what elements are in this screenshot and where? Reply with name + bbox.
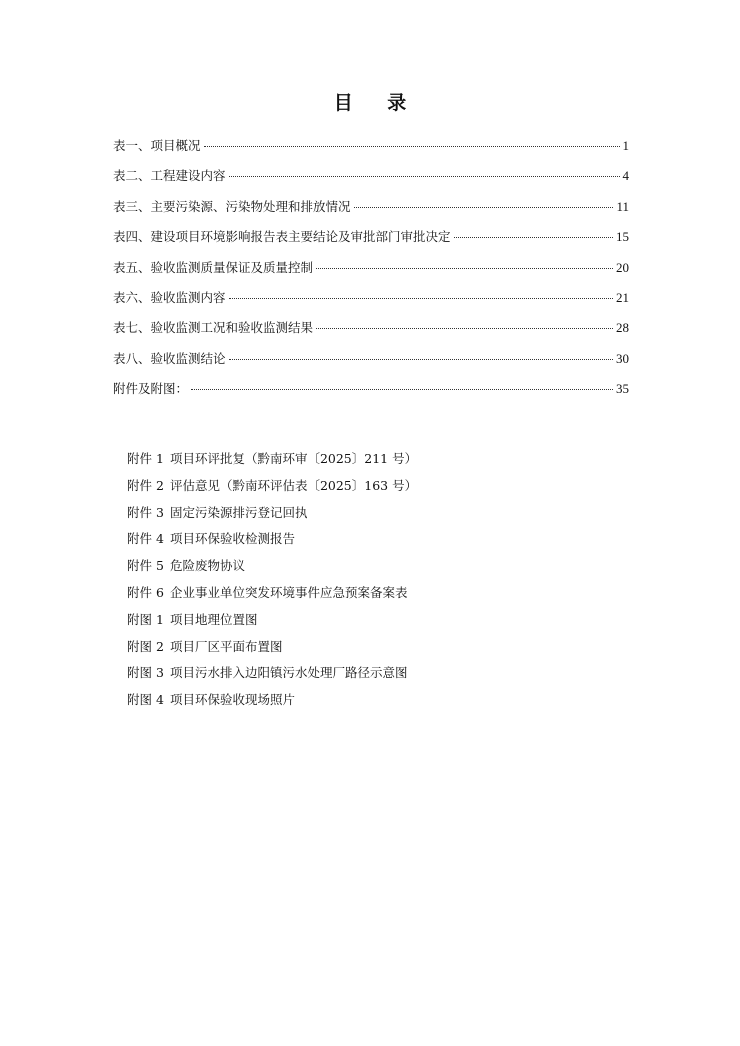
toc-dot-leader [191, 389, 613, 390]
attachment-label: 附件 2 [127, 477, 164, 493]
attachment-text: 项目环保验收检测报告 [169, 531, 295, 547]
attachment-item[interactable] [127, 580, 417, 607]
attachment-label: 附件 4 [127, 531, 164, 547]
attachment-text: 企业事业单位突发环境事件应急预案备案表 [169, 584, 408, 600]
attachment-item[interactable] [127, 473, 417, 500]
attachment-text: 项目污水排入边阳镇污水处理厂路径示意图 [169, 665, 408, 681]
attachment-list [127, 446, 417, 714]
toc-page-number: 20 [616, 259, 629, 275]
toc-page-number: 11 [616, 198, 629, 214]
attachment-text: 项目地理位置图 [169, 611, 258, 627]
toc-page-number: 1 [622, 138, 629, 153]
toc-entry[interactable] [113, 344, 629, 374]
toc-entry[interactable] [113, 222, 629, 252]
attachment-item[interactable] [127, 687, 417, 714]
attachment-label: 附图 4 [127, 692, 164, 708]
toc-dot-leader [229, 298, 613, 299]
toc-entry-label: 表二、工程建设内容 [113, 168, 226, 184]
toc-entry[interactable] [113, 253, 629, 283]
toc-dot-leader [316, 268, 613, 269]
attachment-item[interactable] [127, 526, 417, 553]
attachment-item[interactable] [127, 634, 417, 661]
toc-entry-label: 表六、验收监测内容 [113, 289, 226, 305]
toc-dot-leader [229, 176, 620, 177]
toc-entry[interactable] [113, 374, 629, 404]
toc-page-number: 35 [616, 381, 629, 397]
attachment-item[interactable] [127, 553, 417, 580]
toc-dot-leader [229, 359, 613, 360]
attachment-item[interactable] [127, 660, 417, 687]
toc-entry[interactable] [113, 283, 629, 313]
attachment-label: 附件 3 [127, 504, 164, 520]
toc-entry-label: 附件及附图： [113, 381, 189, 397]
toc-page-number: 28 [616, 320, 629, 336]
page-title: 目 录 [333, 92, 421, 114]
toc-entry[interactable] [113, 131, 629, 161]
toc-entry-label: 表七、验收监测工况和验收监测结果 [113, 320, 314, 336]
attachment-item[interactable] [127, 607, 417, 634]
attachment-text: 项目厂区平面布置图 [169, 638, 283, 654]
toc-entry-label: 表五、验收监测质量保证及质量控制 [113, 259, 314, 275]
attachment-item[interactable] [127, 446, 417, 473]
attachment-text: 项目环评批复（黔南环审〔2025〕211 号） [169, 451, 418, 466]
toc-dot-leader [204, 146, 620, 147]
attachment-label: 附件 6 [127, 584, 164, 600]
toc-entry[interactable] [113, 161, 629, 191]
attachment-text: 项目环保验收现场照片 [169, 692, 295, 708]
attachment-label: 附图 1 [127, 611, 164, 627]
attachment-text: 危险废物协议 [169, 558, 245, 574]
attachment-label: 附件 5 [127, 558, 164, 574]
attachment-label: 附图 2 [127, 638, 164, 654]
attachment-label: 附图 3 [127, 665, 164, 681]
toc-page-number: 15 [616, 229, 629, 245]
attachment-text: 评估意见（黔南环评估表〔2025〕163 号） [169, 477, 418, 493]
toc-page-number: 4 [622, 168, 629, 184]
toc-entry-label: 表三、主要污染源、污染物处理和排放情况 [113, 198, 351, 214]
toc-entry-label: 表四、建设项目环境影响报告表主要结论及审批部门审批决定 [113, 229, 451, 245]
toc-dot-leader [316, 328, 613, 329]
toc-entry-label: 表一、项目概况 [113, 138, 201, 153]
toc-dot-leader [354, 207, 614, 208]
toc-page-number: 30 [616, 350, 629, 366]
toc-entry[interactable] [113, 192, 629, 222]
attachment-label: 附件 1 [127, 451, 164, 466]
toc-dot-leader [454, 237, 613, 238]
toc-page-number: 21 [616, 289, 629, 305]
toc-entry[interactable] [113, 313, 629, 343]
table-of-contents [113, 131, 629, 405]
attachment-item[interactable] [127, 500, 417, 527]
attachment-text: 固定污染源排污登记回执 [169, 504, 308, 520]
toc-entry-label: 表八、验收监测结论 [113, 350, 226, 366]
